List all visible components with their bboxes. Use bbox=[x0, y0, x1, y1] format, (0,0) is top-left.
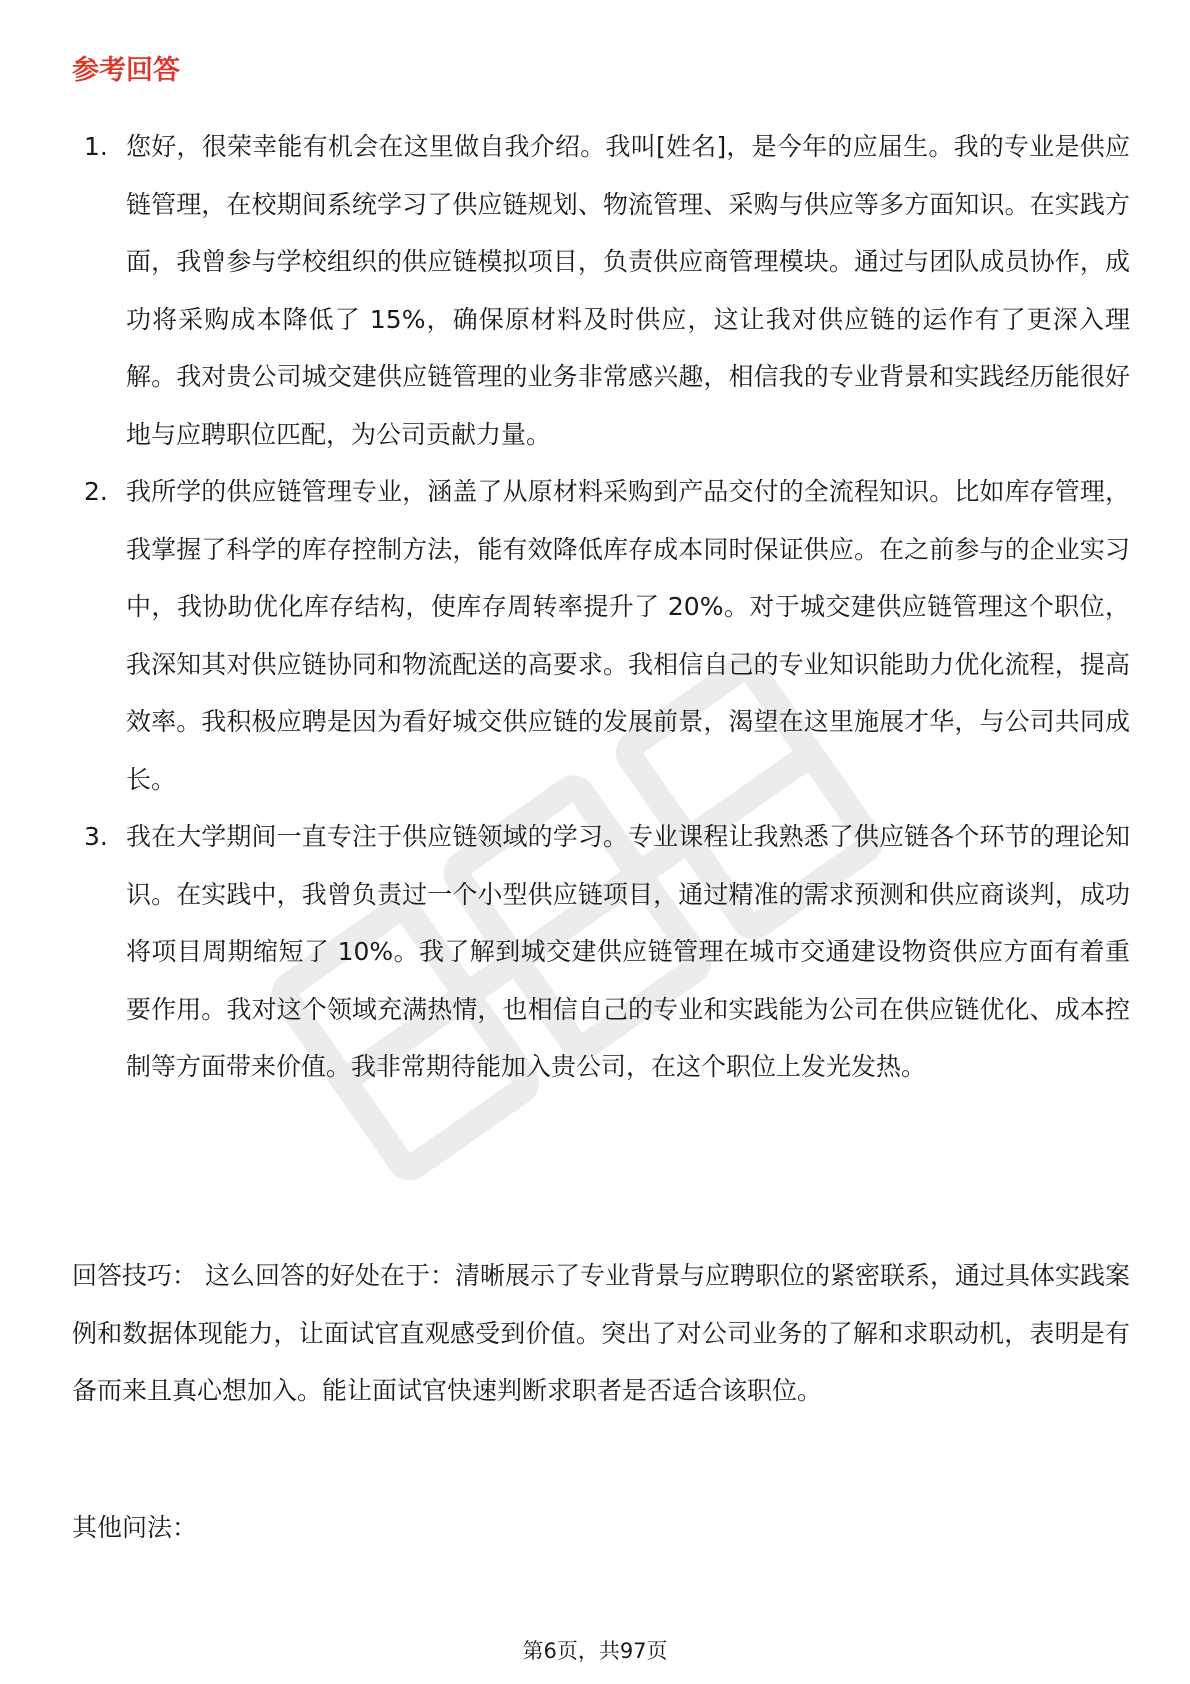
list-item bbox=[72, 808, 1130, 1096]
answer-tips-paragraph: 回答技巧： 这么回答的好处在于：清晰展示了专业背景与应聘职位的紧密联系，通过具体实践案例和数据体现能力，让面试官直观感受到价值。突出了对公司业务的了解和求职动机，表明是有备而来且真心想加入。能让面试官快速判断求职者是否适合该职位。 bbox=[72, 1261, 1130, 1405]
answer-list bbox=[72, 118, 1130, 1096]
list-item bbox=[72, 463, 1130, 808]
list-item-number: 3. bbox=[84, 822, 108, 851]
page-number-footer: 第6页，共97页 bbox=[522, 1639, 668, 1663]
section-heading: 参考回答 bbox=[72, 55, 180, 86]
list-item-text: 我在大学期间一直专注于供应链领域的学习。专业课程让我熟悉了供应链各个环节的理论知识。在实践中，我曾负责过一个小型供应链项目，通过精准的需求预测和供应商谈判，成功将项目周期缩短了 10%。我了解到城交建供应链管理在城市交通建设物资供应方面有着重要作用。我对这个领域充满热情，也相信自己的专业和实践能为公司在供应链优化、成本控制等方面带来价值。我非常期待能加入贵公司，在这个职位上发光发热。 bbox=[126, 822, 1130, 1081]
list-item-number: 1. bbox=[84, 132, 108, 161]
list-item bbox=[72, 118, 1130, 463]
other-questions-label: 其他问法： bbox=[72, 1513, 198, 1542]
list-item-text: 您好，很荣幸能有机会在这里做自我介绍。我叫[姓名]，是今年的应届生。我的专业是供应链管理，在校期间系统学习了供应链规划、物流管理、采购与供应等多方面知识。在实践方面，我曾参与学校组织的供应链模拟项目，负责供应商管理模块。通过与团队成员协作，成功将采购成本降低了 15%，确保原材料及时供应，这让我对供应链的运作有了更深入理解。我对贵公司城交建供应链管理的业务非常感兴趣，相信我的专业背景和实践经历能很好地与应聘职位匹配，为公司贡献力量。 bbox=[126, 132, 1130, 449]
list-item-number: 2. bbox=[84, 477, 108, 506]
list-item-text: 我所学的供应链管理专业，涵盖了从原材料采购到产品交付的全流程知识。比如库存管理，我掌握了科学的库存控制方法，能有效降低库存成本同时保证供应。在之前参与的企业实习中，我协助优化库存结构，使库存周转率提升了 20%。对于城交建供应链管理这个职位，我深知其对供应链协同和物流配送的高要求。我相信自己的专业知识能助力优化流程，提高效率。我积极应聘是因为看好城交供应链的发展前景，渴望在这里施展才华，与公司共同成长。 bbox=[126, 477, 1130, 794]
